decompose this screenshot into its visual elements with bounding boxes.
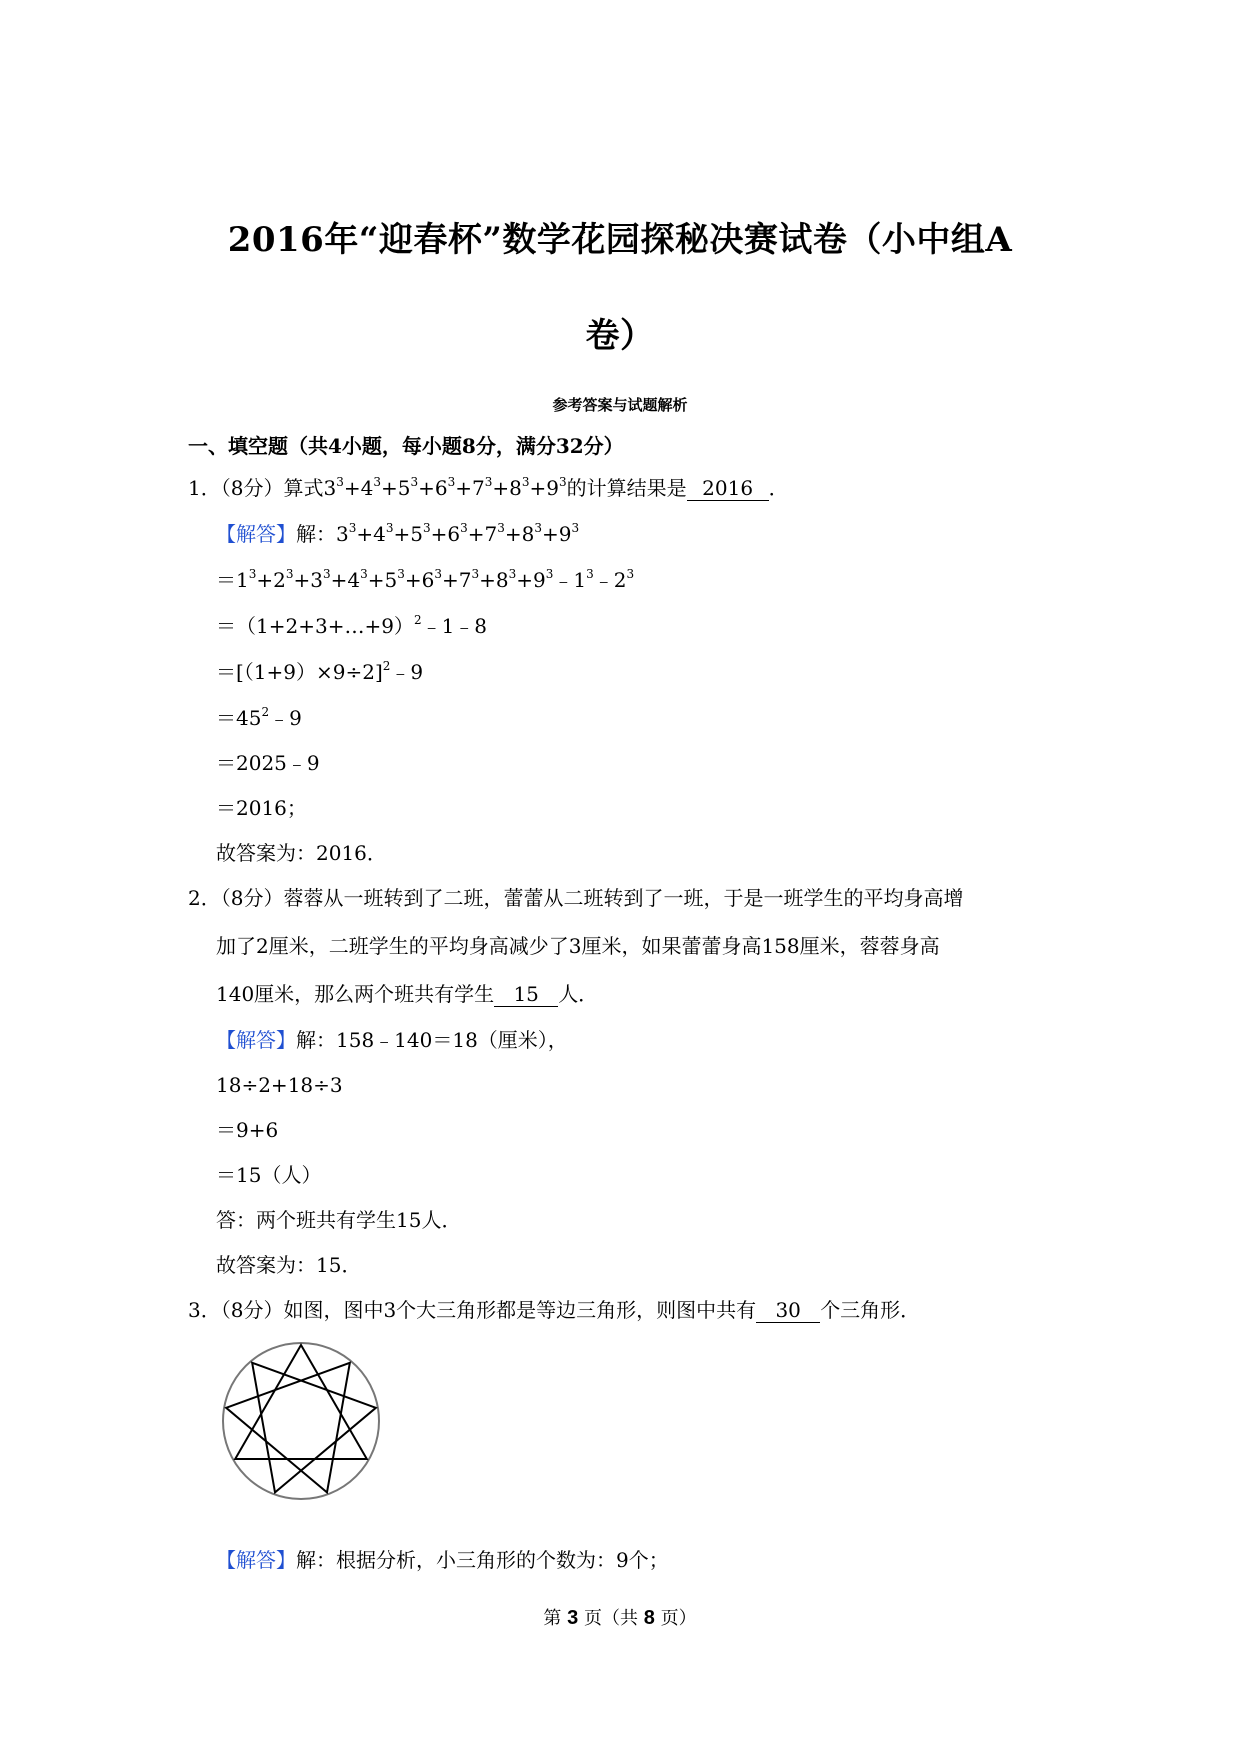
answer-label: 【解答】 xyxy=(216,1548,296,1572)
page-footer xyxy=(0,1604,1240,1630)
q1-step2-text: ＝（1+2+3+…+9） xyxy=(216,614,414,638)
question-2-line-1 xyxy=(188,884,963,912)
q2-number: 2． xyxy=(188,886,221,910)
q2-solution-intro xyxy=(216,1026,568,1054)
equilateral-triangle-3 xyxy=(252,1363,376,1493)
q2-conclusion: 答：两个班共有学生15人． xyxy=(216,1208,462,1232)
q1-answer: 2016 xyxy=(687,476,769,501)
q1-text-after: 的计算结果是 xyxy=(566,476,687,500)
q1-step4-b: ﹣9 xyxy=(269,706,302,730)
q1-step3-b: ﹣9 xyxy=(390,660,424,684)
triangles-figure xyxy=(221,1341,381,1501)
q3-solution-intro xyxy=(216,1546,669,1574)
q1-step1-text: ＝1 xyxy=(216,568,249,592)
q1-final: 故答案为：2016． xyxy=(216,841,387,865)
q1-step-3: $=[(1+9)\times 9\div 2]^2﹣9$ xyxy=(216,659,424,684)
q1-step2-tail: ﹣1﹣8 xyxy=(421,614,488,638)
q2-line3-b: 人． xyxy=(558,982,599,1006)
q2-answer: 15 xyxy=(494,982,558,1007)
q2-line3-a: 140厘米，那么两个班共有学生 xyxy=(216,982,495,1006)
q2-step-3: ＝15（人） xyxy=(216,1163,322,1187)
question-2-line-3 xyxy=(216,980,598,1008)
equilateral-triangle-1 xyxy=(235,1345,367,1459)
answer-label: 【解答】 xyxy=(216,522,296,546)
q3-answer: 30 xyxy=(756,1298,820,1323)
triangles-group xyxy=(226,1345,376,1492)
footer-mid: 页（共 xyxy=(584,1608,638,1629)
q1-score: （8分） xyxy=(220,476,284,500)
q3-text-a: （8分）如图，图中3个大三角形都是等边三角形，则图中共有 xyxy=(220,1298,757,1322)
q3-number: 3． xyxy=(188,1298,221,1322)
q1-end: ． xyxy=(768,476,789,500)
q2-step-2: ＝9+6 xyxy=(216,1118,279,1142)
q2-step-1: 18÷2+18÷3 xyxy=(216,1073,343,1097)
q1-step-1: $=1^3+2^3+3^3+4^3+5^3+6^3+7^3+8^3+9^3﹣1^3﹣2^3$ xyxy=(216,567,635,592)
question-1: 1．（8分）算式$3^3+4^3+5^3+6^3+7^3+8^3+9^3$的计算结果是 2016 ． xyxy=(188,475,789,500)
q1-step-6: ＝2016； xyxy=(216,796,307,820)
q1-number: 1． xyxy=(188,476,221,500)
q1-step3-a: ＝[（1+9）×9÷2] xyxy=(216,660,383,684)
equilateral-triangle-2 xyxy=(226,1363,350,1493)
q1-sol-intro: 解： xyxy=(296,522,336,546)
q1-step-5: ＝2025﹣9 xyxy=(216,751,320,775)
q3-sol-text: 解：根据分析，小三角形的个数为：9个； xyxy=(296,1548,669,1572)
footer-page-number: 3 xyxy=(567,1607,579,1629)
question-3 xyxy=(188,1296,920,1324)
subtitle: 参考答案与试题解析 xyxy=(552,396,688,414)
answer-label: 【解答】 xyxy=(216,1028,296,1052)
footer-prefix: 第 xyxy=(543,1608,562,1629)
q1-step4-a: ＝45 xyxy=(216,706,262,730)
q1-solution-intro: 【解答】解：$3^3+4^3+5^3+6^3+7^3+8^3+9^3$ xyxy=(216,521,580,546)
q3-text-b: 个三角形． xyxy=(820,1298,921,1322)
q1-text: 算式 xyxy=(283,476,324,500)
title-line-1: 2016年“迎春杯”数学花园探秘决赛试卷（小中组A xyxy=(227,220,1013,260)
footer-suffix: 页） xyxy=(660,1608,697,1629)
title-line-2: 卷） xyxy=(585,316,655,356)
q2-final: 故答案为：15． xyxy=(216,1253,362,1277)
footer-total-pages: 8 xyxy=(643,1607,655,1629)
figure-circle xyxy=(223,1343,379,1499)
section-heading: 一、填空题（共4小题，每小题8分，满分32分） xyxy=(188,434,624,458)
q2-line1-text: （8分）蓉蓉从一班转到了二班，蕾蕾从二班转到了一班，于是一班学生的平均身高增 xyxy=(220,886,964,910)
q2-sol-text: 解：158﹣140＝18（厘米）， xyxy=(296,1028,568,1052)
question-2-line-2: 加了2厘米，二班学生的平均身高减少了3厘米，如果蕾蕾身高158厘米，蓉蓉身高 xyxy=(216,934,940,958)
q1-step-4: $=45^2﹣9$ xyxy=(216,705,302,730)
q1-step-2: ＝（1+2+3+…+9）$^2$﹣1﹣8 xyxy=(216,613,488,638)
